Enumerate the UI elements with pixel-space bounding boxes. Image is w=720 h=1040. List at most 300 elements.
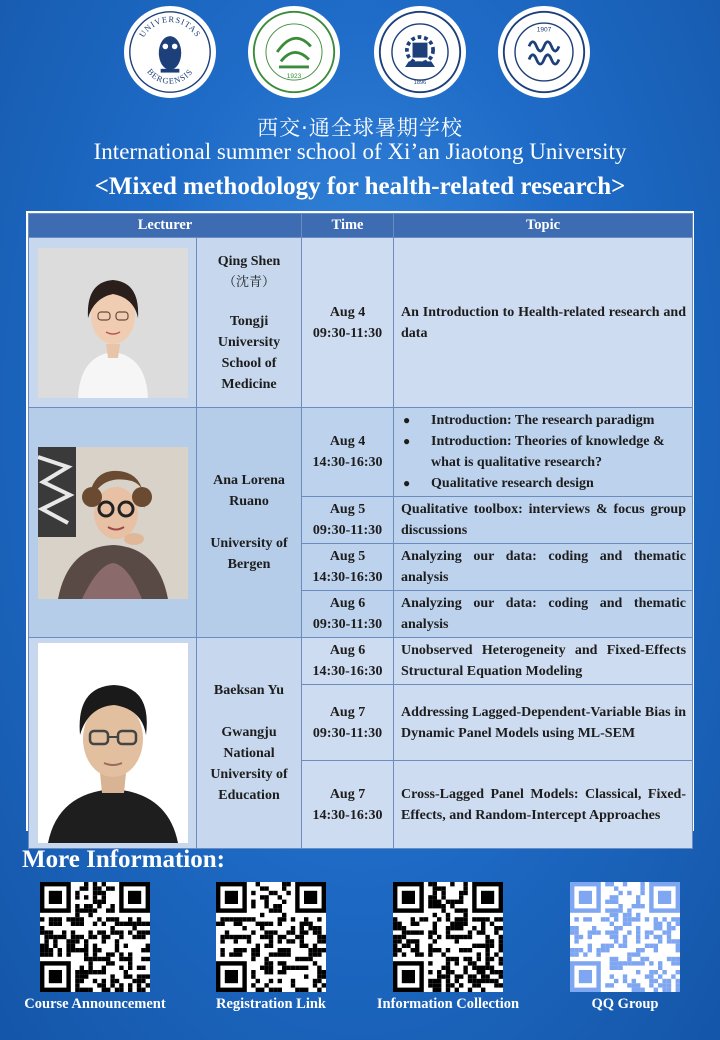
qr-module <box>654 917 658 921</box>
qr-module <box>80 908 84 912</box>
qr-module <box>40 944 44 948</box>
session-date: Aug 5 <box>329 549 366 564</box>
qr-module <box>645 930 649 934</box>
qr-label-qq-group: QQ Group <box>591 996 659 1012</box>
qr-module <box>75 948 79 952</box>
qr-module <box>282 961 286 965</box>
lecturer-info <box>197 638 302 849</box>
qr-module <box>291 939 295 943</box>
qr-module <box>636 961 640 965</box>
session-time <box>302 761 394 849</box>
qr-module <box>110 983 114 987</box>
qr-module <box>106 917 110 921</box>
qr-module <box>278 935 282 939</box>
qr-module <box>428 930 432 934</box>
qr-module <box>654 948 658 952</box>
qr-module <box>300 957 304 961</box>
lecturer-affiliation: University <box>217 334 281 350</box>
qr-module <box>300 926 304 930</box>
qr-module <box>102 966 106 970</box>
qr-module <box>596 952 600 956</box>
qr-module <box>58 948 62 952</box>
qr-module <box>459 948 463 952</box>
qr-module <box>66 952 70 956</box>
qr-module <box>667 957 671 961</box>
qr-module <box>313 952 317 956</box>
qr-module <box>446 948 450 952</box>
qr-module <box>614 979 618 983</box>
qr-module <box>313 979 317 983</box>
qr-module <box>411 948 415 952</box>
qr-module <box>49 930 53 934</box>
qr-module <box>300 966 304 970</box>
qr-module <box>636 983 640 987</box>
qr-module <box>614 930 618 934</box>
qr-module <box>623 913 627 917</box>
qr-module <box>146 983 150 987</box>
qr-module <box>308 922 312 926</box>
qr-module <box>618 891 622 895</box>
qr-module <box>44 930 48 934</box>
qr-module <box>459 895 463 899</box>
qr-module <box>614 966 618 970</box>
qr-module <box>229 935 233 939</box>
qr-module <box>308 926 312 930</box>
qr-module <box>62 930 66 934</box>
qr-module <box>251 900 255 904</box>
qr-module <box>676 970 680 974</box>
qr-module <box>627 983 631 987</box>
qr-module <box>115 948 119 952</box>
qr-module <box>596 930 600 934</box>
qr-module <box>610 961 614 965</box>
qr-module <box>273 988 277 992</box>
qr-module <box>472 917 476 921</box>
qr-module <box>110 904 114 908</box>
qr-module <box>300 939 304 943</box>
session-hours: 14:30-16:30 <box>312 570 383 585</box>
photo-baeksan-yu <box>38 643 188 843</box>
qr-module <box>636 970 640 974</box>
qr-module <box>477 983 481 987</box>
qr-module <box>80 917 84 921</box>
qr-module <box>610 922 614 926</box>
qr-module <box>88 935 92 939</box>
qr-module <box>220 939 224 943</box>
qr-module <box>278 917 282 921</box>
qr-module <box>146 948 150 952</box>
qr-module <box>662 917 666 921</box>
qr-module <box>579 891 592 904</box>
qr-module <box>256 922 260 926</box>
lecturer-affiliation: School of <box>221 355 277 371</box>
qr-module <box>97 886 101 890</box>
qr-module <box>472 974 476 978</box>
qr-module <box>88 908 92 912</box>
qr-module <box>485 917 489 921</box>
qr-module <box>264 957 268 961</box>
qr-module <box>300 944 304 948</box>
qr-module <box>627 917 631 921</box>
qr-module <box>618 966 622 970</box>
session-hours: 14:30-16:30 <box>312 664 383 679</box>
qr-module <box>654 979 658 983</box>
qr-module <box>632 904 636 908</box>
qr-module <box>446 988 450 992</box>
qr-module <box>574 948 578 952</box>
qr-module <box>264 983 268 987</box>
qr-module <box>627 908 631 912</box>
qr-module <box>472 961 476 965</box>
qr-module <box>393 939 397 943</box>
qr-module <box>97 948 101 952</box>
qr-module <box>58 922 62 926</box>
qr-module <box>53 939 57 943</box>
qr-module <box>124 970 128 974</box>
qr-module <box>110 930 114 934</box>
lecturer-name: Ana Lorena <box>213 473 285 488</box>
lecturer-photo-cell <box>29 238 197 408</box>
qr-module <box>485 944 489 948</box>
qr-module <box>264 895 268 899</box>
qr-module <box>494 926 498 930</box>
qr-module <box>278 988 282 992</box>
qr-module <box>477 930 481 934</box>
qr-course-announcement[interactable] <box>40 882 150 992</box>
qr-module <box>247 935 251 939</box>
qr-module <box>80 970 84 974</box>
qr-module <box>437 935 441 939</box>
qr-module <box>494 917 498 921</box>
qr-module <box>499 939 503 943</box>
qr-module <box>93 908 97 912</box>
qr-module <box>273 930 277 934</box>
qr-module <box>645 957 649 961</box>
qr-module <box>406 944 410 948</box>
qr-module <box>393 922 397 926</box>
qr-module <box>419 952 423 956</box>
qr-module <box>106 952 110 956</box>
qr-module <box>583 917 587 921</box>
qr-module <box>238 917 242 921</box>
qr-module <box>304 922 308 926</box>
qr-information-collection[interactable] <box>393 882 503 992</box>
qr-module <box>676 988 680 992</box>
qr-module <box>141 930 145 934</box>
qr-module <box>110 961 114 965</box>
qr-module <box>106 886 110 890</box>
qr-module <box>499 983 503 987</box>
qr-label-registration-link: Registration Link <box>216 996 326 1012</box>
qr-module <box>225 891 238 904</box>
qr-module <box>225 930 229 934</box>
qr-module <box>53 935 57 939</box>
qr-module <box>485 948 489 952</box>
qr-module <box>102 900 106 904</box>
qr-module <box>49 935 53 939</box>
qr-module <box>313 948 317 952</box>
qr-module <box>658 974 662 978</box>
qr-module <box>286 891 290 895</box>
qr-module <box>658 939 662 943</box>
qr-module <box>485 957 489 961</box>
qr-module <box>40 917 44 921</box>
qr-module <box>472 944 476 948</box>
qr-module <box>490 939 494 943</box>
qr-module <box>455 917 459 921</box>
qr-module <box>251 974 255 978</box>
qr-module <box>450 882 454 886</box>
qr-module <box>636 930 640 934</box>
qr-module <box>225 917 229 921</box>
qr-module <box>40 926 44 930</box>
qr-module <box>71 922 75 926</box>
session-time <box>302 497 394 544</box>
chinese-title: 西交·通全球暑期学校 <box>257 116 463 140</box>
session-topic: An Introduction to Health-related research and data <box>394 238 693 408</box>
qr-module <box>93 952 97 956</box>
qr-module <box>676 957 680 961</box>
qr-module <box>481 988 485 992</box>
qr-module <box>238 952 242 956</box>
qr-module <box>433 922 437 926</box>
qr-module <box>115 944 119 948</box>
qr-module <box>93 944 97 948</box>
qr-module <box>84 974 88 978</box>
qr-module <box>282 882 286 886</box>
qr-module <box>636 904 640 908</box>
qr-qq-group[interactable] <box>570 882 680 992</box>
qr-module <box>671 939 675 943</box>
qr-module <box>119 983 123 987</box>
qr-module <box>676 917 680 921</box>
qr-module <box>282 935 286 939</box>
qr-module <box>441 904 445 908</box>
qr-module <box>71 917 75 921</box>
qr-module <box>574 926 578 930</box>
qr-module <box>441 908 445 912</box>
qr-module <box>676 983 680 987</box>
qr-module <box>242 917 246 921</box>
qr-module <box>428 935 432 939</box>
qr-module <box>437 917 441 921</box>
qr-module <box>269 930 273 934</box>
qr-module <box>137 917 141 921</box>
qr-module <box>84 895 88 899</box>
qr-module <box>308 952 312 956</box>
topic-bullet: ● Introduction: The research paradigm <box>401 410 686 431</box>
qr-module <box>137 966 141 970</box>
lecturer-name: Qing Shen <box>217 253 281 269</box>
qr-module <box>102 930 106 934</box>
qr-module <box>278 979 282 983</box>
qr-module <box>71 948 75 952</box>
qr-module <box>269 944 273 948</box>
qr-module <box>234 935 238 939</box>
qr-module <box>433 988 437 992</box>
qr-module <box>446 930 450 934</box>
qr-module <box>632 952 636 956</box>
qr-module <box>53 944 57 948</box>
session-topic: Unobserved Heterogeneity and Fixed-Effects Structural Equation Modeling <box>394 638 693 685</box>
qr-module <box>88 961 92 965</box>
qr-module <box>234 917 238 921</box>
qr-module <box>238 935 242 939</box>
qr-module <box>441 886 445 890</box>
qr-module <box>428 961 432 965</box>
qr-module <box>124 974 128 978</box>
qr-module <box>97 970 101 974</box>
table-row <box>29 238 693 408</box>
qr-module <box>446 974 450 978</box>
qr-module <box>53 917 57 921</box>
qr-module <box>477 966 481 970</box>
qr-module <box>455 988 459 992</box>
qr-module <box>468 930 472 934</box>
university-of-bergen-logo <box>124 6 216 98</box>
qr-module <box>58 935 62 939</box>
qr-module <box>649 974 653 978</box>
qr-module <box>313 944 317 948</box>
qr-module <box>402 944 406 948</box>
qr-module <box>441 966 445 970</box>
qr-module <box>278 922 282 926</box>
photo-qing-shen <box>38 248 188 398</box>
qr-module <box>614 895 618 899</box>
qr-module <box>640 957 644 961</box>
qr-module <box>220 952 224 956</box>
qr-module <box>282 966 286 970</box>
qr-module <box>75 891 79 895</box>
qr-module <box>119 957 123 961</box>
course-title: <Mixed methodology for health-related research> <box>94 173 626 200</box>
qr-module <box>80 966 84 970</box>
qr-module <box>278 895 282 899</box>
schedule-table <box>26 211 694 831</box>
qr-module <box>632 988 636 992</box>
qr-module <box>128 891 141 904</box>
qr-module <box>75 895 79 899</box>
qr-module <box>40 952 44 956</box>
qr-module <box>102 895 106 899</box>
qr-module <box>322 939 326 943</box>
qr-module <box>636 952 640 956</box>
qr-module <box>455 935 459 939</box>
qr-module <box>146 974 150 978</box>
session-date: Aug 6 <box>329 596 366 611</box>
qr-module <box>632 979 636 983</box>
qr-module <box>614 935 618 939</box>
qr-module <box>605 983 609 987</box>
qr-module <box>455 974 459 978</box>
qr-module <box>84 882 88 886</box>
qr-module <box>667 922 671 926</box>
qr-module <box>146 922 150 926</box>
qr-module <box>278 939 282 943</box>
qr-module <box>260 935 264 939</box>
qr-registration-link[interactable] <box>216 882 326 992</box>
qr-module <box>671 926 675 930</box>
qr-module <box>610 913 614 917</box>
qr-module <box>671 957 675 961</box>
qr-module <box>53 922 57 926</box>
qr-module <box>278 948 282 952</box>
qr-module <box>256 952 260 956</box>
qr-module <box>428 944 432 948</box>
lecturer-name: Ruano <box>229 494 269 509</box>
qr-module <box>437 983 441 987</box>
qr-module <box>415 944 419 948</box>
qr-module <box>570 952 574 956</box>
qr-module <box>97 983 101 987</box>
qr-module <box>463 917 467 921</box>
qr-module <box>610 957 614 961</box>
lecturer-info <box>197 408 302 638</box>
qr-module <box>106 908 110 912</box>
lecturer-affiliation: Medicine <box>221 376 277 392</box>
qr-module <box>260 926 264 930</box>
qr-module <box>115 979 119 983</box>
qr-module <box>291 930 295 934</box>
qr-module <box>282 917 286 921</box>
qr-label-course-announcement: Course Announcement <box>24 996 166 1012</box>
qr-module <box>446 917 450 921</box>
qr-module <box>455 961 459 965</box>
qr-module <box>256 988 260 992</box>
qr-module <box>251 930 255 934</box>
qr-module <box>278 904 282 908</box>
qr-module <box>88 970 92 974</box>
qr-module <box>614 926 618 930</box>
qr-module <box>437 900 441 904</box>
qr-module <box>450 970 454 974</box>
qr-module <box>428 970 432 974</box>
qr-module <box>220 935 224 939</box>
qr-module <box>80 922 84 926</box>
qr-module <box>137 979 141 983</box>
qr-module <box>614 917 618 921</box>
qr-module <box>463 891 467 895</box>
qr-module <box>605 944 609 948</box>
qr-module <box>437 979 441 983</box>
qr-module <box>499 948 503 952</box>
qr-module <box>397 922 401 926</box>
qr-module <box>291 926 295 930</box>
qr-module <box>574 935 578 939</box>
qr-module <box>242 926 246 930</box>
qr-module <box>605 882 609 886</box>
qr-module <box>601 944 605 948</box>
qr-module <box>220 917 224 921</box>
qr-module <box>455 900 459 904</box>
qr-module <box>260 966 264 970</box>
qr-module <box>481 917 485 921</box>
qr-module <box>481 966 485 970</box>
qr-module <box>415 948 419 952</box>
qr-module <box>251 904 255 908</box>
qr-module <box>75 983 79 987</box>
session-topic: Analyzing our data: coding and thematic analysis <box>394 591 693 638</box>
lecturer-name: Baeksan Yu <box>213 683 285 698</box>
qr-module <box>317 926 321 930</box>
qr-module <box>419 917 423 921</box>
qr-module <box>110 974 114 978</box>
qr-module <box>463 957 467 961</box>
qr-module <box>88 966 92 970</box>
qr-module <box>654 944 658 948</box>
qr-module <box>627 913 631 917</box>
qr-module <box>618 904 622 908</box>
